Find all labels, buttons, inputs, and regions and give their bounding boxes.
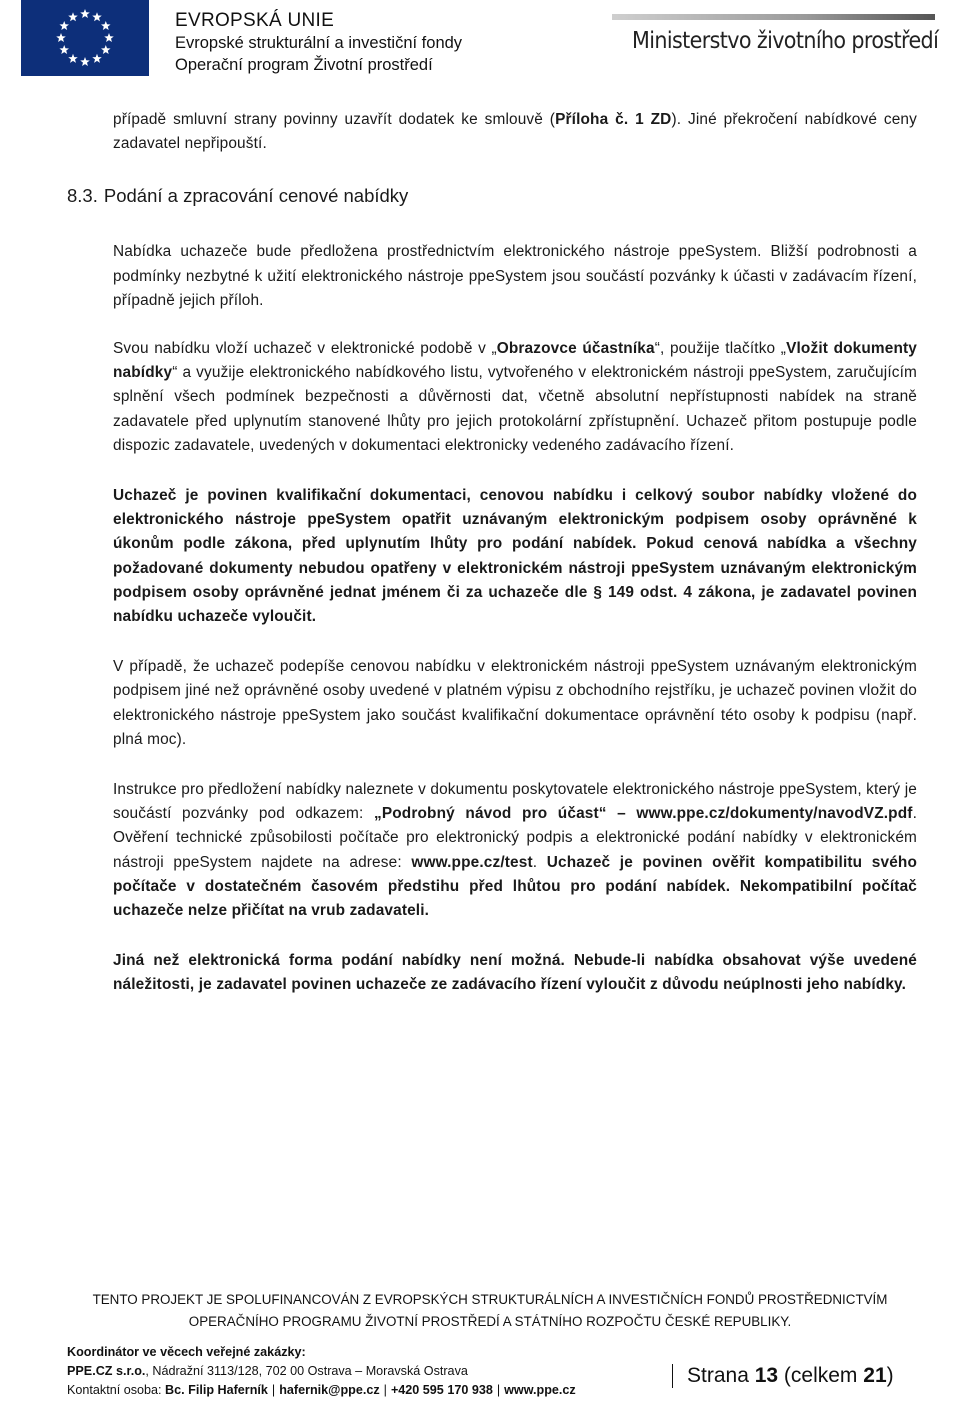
contact-name: Bc. Filip Haferník: [165, 1383, 268, 1397]
contact-line: Kontaktní osoba: Bc. Filip Haferník | hafernik@ppe.cz | +420 595 170 938 | www.ppe.cz: [67, 1383, 576, 1397]
page-current: 13: [754, 1364, 779, 1387]
eu-star-icon: [92, 12, 102, 21]
footer-funding-note: [0, 1289, 960, 1333]
paragraph-upload-instructions: Svou nabídku vloží uchazeč v elektronické podobě v „Obrazovce účastníka“, použije tlačítko „Vložit dokumenty nabídky“ a využije elektronického nabídkového listu, vytvořeného v elektronickém nástroji ppeSystem, zaručujícím splnění všech podmínek bezpečnosti a důvěrnosti dat, včetně absolutní nepřístupnosti nabídek na straně zadavatele před uplynutím stanovené lhůty pro jejich protokolární zpřístupnění. Uchazeč přitom postupuje podle dispozic zadavatele, uvedených v dokumentaci elektronicky vedeného zadávacího řízení.: [113, 340, 918, 454]
eu-funds: Evropské strukturální a investiční fondy: [175, 34, 463, 52]
section-heading: [67, 185, 414, 207]
eu-star-icon: [56, 33, 66, 42]
section-title: Podání a zpracování cenové nabídky: [103, 185, 409, 206]
eu-star-icon: [68, 12, 78, 21]
eu-stars-icon: [21, 0, 149, 76]
eu-logo-text: [175, 10, 462, 76]
paragraph-electronic-only: Jiná než elektronická forma podání nabídky není možná. Nebude-li nabídka obsahovat výše uvedené náležitosti, je zadavatel povinen uchazeče ze zadávacího řízení vyloučit z důvodu neúplnosti jeho nabídky.: [113, 952, 917, 994]
contact-web: www.ppe.cz: [504, 1383, 576, 1397]
ministry-logo-text: Ministerstvo životního prostředí: [632, 28, 939, 54]
intro-paragraph: případě smluvní strany povinny uzavřít dodatek ke smlouvě (Příloha č. 1 ZD). Jiné překročení nabídkové ceny zadavatel nepřipouští.: [113, 111, 917, 153]
section-number: 8.3.: [67, 185, 98, 206]
eu-star-icon: [92, 54, 102, 63]
company-name: PPE.CZ s.r.o.: [67, 1364, 146, 1378]
footer-contact: [67, 1343, 576, 1400]
coordinator-label: Koordinátor ve věcech veřejné zakázky:: [67, 1345, 306, 1359]
ministry-logo-bar: [612, 14, 935, 20]
paragraph-submission-tool: Nabídka uchazeče bude předložena prostřednictvím elektronického nástroje ppeSystem. Bližší podrobnosti a podmínky nezbytné k užití elektronického nástroje ppeSystem jsou součástí pozvánky k účasti v zadávacím řízení, případně jejich příloh.: [113, 243, 917, 309]
eu-program: Operační program Životní prostředí: [175, 56, 433, 74]
eu-star-icon: [59, 21, 69, 30]
paragraph-authorized-person: V případě, že uchazeč podepíše cenovou nabídku v elektronickém nástroji ppeSystem uznávaným elektronickým podpisem jiné než oprávněné osoby uvedené v platném výpisu z obchodního rejstříku, je uchazeč povinen vložit do elektronického nástroje ppeSystem jako součást kvalifikační dokumentace oprávnění této osoby k podpisu (např. plná moc).: [113, 658, 917, 748]
eu-star-icon: [101, 21, 111, 30]
footer-line-1: TENTO PROJEKT JE SPOLUFINANCOVÁN Z EVROPSKÝCH STRUKTURÁLNÍCH A INVESTIČNÍCH FONDŮ PROSTŘEDNICTVÍM: [92, 1292, 888, 1307]
contact-phone: +420 595 170 938: [390, 1383, 493, 1397]
company-address: [67, 1362, 576, 1381]
address: , Nádražní 3113/128, 702 00 Ostrava – Moravská Ostrava: [145, 1364, 468, 1378]
eu-title: EVROPSKÁ UNIE: [175, 10, 335, 31]
eu-star-icon: [59, 45, 69, 54]
eu-star-icon: [80, 57, 90, 66]
page-number: Strana 13 (celkem 21): [672, 1364, 894, 1388]
eu-star-icon: [104, 33, 114, 42]
footer-line-2: OPERAČNÍHO PROGRAMU ŽIVOTNÍ PROSTŘEDÍ A STÁTNÍHO ROZPOČTU ČESKÉ REPUBLIKY.: [188, 1314, 792, 1329]
page-total: 21: [863, 1364, 887, 1387]
eu-star-icon: [80, 9, 90, 18]
eu-flag-logo: [21, 0, 149, 76]
paragraph-instructions-link: Instrukce pro předložení nabídky naleznete v dokumentu poskytovatele elektronického nástroje ppeSystem, který je součástí pozvánky pod odkazem: „Podrobný návod pro účast“ – www.ppe.cz/dokumenty/navodVZ.pdf. Ověření technické způsobilosti počítače pro elektronický podpis a elektronické podání nabídky v elektronickém nástroji ppeSystem najdete na adrese: www.ppe.cz/test. Uchazeč je povinen ověřit kompatibilitu svého počítače v dostatečném časovém předstihu před lhůtou pro podání nabídek. Nekompatibilní počítač uchazeče nelze přičítat na vrub zadavateli.: [113, 781, 918, 920]
eu-star-icon: [68, 54, 78, 63]
paragraph-signature-requirement: Uchazeč je povinen kvalifikační dokumentaci, cenovou nabídku i celkový soubor nabídky vložené do elektronického nástroje ppeSystem opatřit uznávaným elektronickým podpisem osoby oprávněné k úkonům podle zákona, před uplynutím lhůty pro podání nabídek. Pokud cenová nabídka a všechny požadované dokumenty nebudou opatřeny v elektronickém nástroji ppeSystem uznávaným elektronickým podpisem osoby oprávněné jednat jménem či za uchazeče dle § 149 odst. 4 zákona, je zadavatel povinen nabídku uchazeče vyloučit.: [113, 487, 917, 626]
document-body: [113, 108, 917, 998]
contact-email: hafernik@ppe.cz: [279, 1383, 380, 1397]
eu-star-icon: [101, 45, 111, 54]
